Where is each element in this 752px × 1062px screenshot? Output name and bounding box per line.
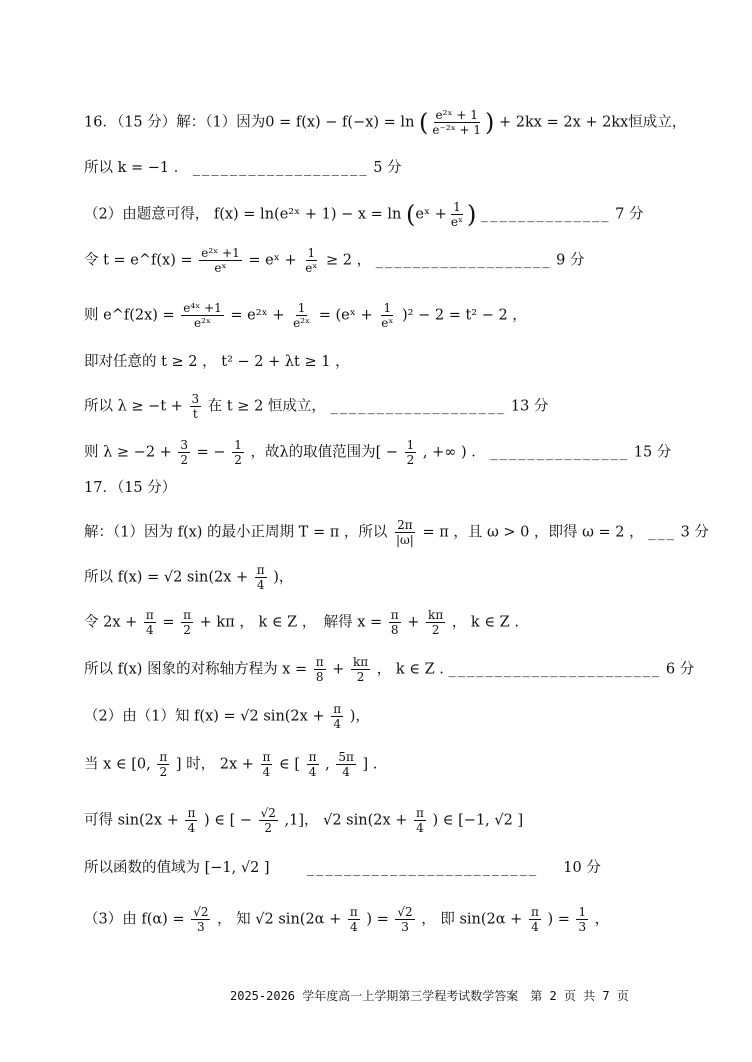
q16-range-line: 则 λ ≥ −2 + $\frac{3}{2}$ = − $\frac{1}{2}$ ，故λ的取值范围为[ − $\frac{1}{2}$ , +∞ ) ． _______________ 15 分 bbox=[84, 438, 672, 467]
score: 10 分 bbox=[563, 860, 601, 876]
q16-t-line: 令 t = e^f(x) = $\frac{\text{e²ˣ +1}}{\text{eˣ}}$ = eˣ + $\frac{1}{\text{eˣ}}$ ≥ 2 ， ___________________ 9 分 bbox=[84, 246, 585, 275]
fraction: $\frac{\pi}{4}$ bbox=[145, 608, 154, 637]
fraction: $\frac{2\pi}{|\omega|}$ bbox=[395, 518, 414, 547]
fraction: $\frac{\pi}{4}$ bbox=[530, 905, 539, 934]
q16-k-line: 所以 k = −1 ． ___________________ 5 分 bbox=[84, 160, 402, 176]
q16-any-t-line: 即对任意的 t ≥ 2 ， t² − 2 + λt ≥ 1 ， bbox=[84, 354, 350, 370]
fraction: $\frac{\pi}{4}$ bbox=[256, 563, 265, 592]
page-footer: 2025-2026 学年度高一上学期第三学程考试数学答案 第 2 页 共 7 页 bbox=[230, 989, 629, 1003]
fraction: $\frac{\pi}{8}$ bbox=[315, 655, 324, 684]
fraction: $\frac{1}{2}$ bbox=[406, 438, 415, 467]
fraction: $\frac{1}{\text{eˣ}}$ bbox=[450, 200, 464, 229]
fraction: $\frac{\pi}{2}$ bbox=[159, 750, 168, 779]
q17-part2-line: （2）由（1）知 f(x) = √2 sin(2x + $\frac{\pi}{4}$ )， bbox=[84, 702, 370, 731]
q17-fx-line: 所以 f(x) = √2 sin(2x + $\frac{\pi}{4}$ )， bbox=[84, 563, 294, 592]
fraction: $\frac{\text{e²ˣ +1}}{\text{eˣ}}$ bbox=[201, 246, 240, 275]
q16-part1-tail: + 2kx = 2x + 2kx恒成立， bbox=[499, 114, 687, 131]
fraction: $\frac{1}{2}$ bbox=[234, 438, 242, 467]
fraction: $\frac{√2}{3}$ bbox=[193, 905, 209, 934]
q16-lambda-line: 所以 λ ≥ −t + $\frac{3}{t}$ 在 t ≥ 2 恒成立， ___________________ 13 分 bbox=[84, 392, 549, 421]
fraction: $\frac{1}{3}$ bbox=[578, 905, 587, 934]
fraction: $\frac{\pi}{4}$ bbox=[308, 750, 317, 779]
q17-let-line: 令 2x + $\frac{\pi}{4}$ = $\frac{\pi}{2}$ + kπ ， k ∈ Z ， 解得 x = $\frac{\pi}{8}$ + $\frac{k\pi}{2}$ ， k ∈ Z . bbox=[84, 608, 519, 637]
q16-e2x-line: 则 e^f(2x) = $\frac{\text{e⁴ˣ +1}}{\text{e²ˣ}}$ = e²ˣ + $\frac{1}{\text{e²ˣ}}$ = (eˣ + $\frac{1}{\text{eˣ}}$ )² − 2 = t² − 2 ， bbox=[84, 301, 527, 330]
fraction: $\frac{1}{\text{e²ˣ}}$ bbox=[293, 301, 311, 330]
score: 3 分 bbox=[680, 524, 709, 541]
fraction: $\frac{√2}{3}$ bbox=[397, 905, 413, 934]
fraction: $\frac{√2}{2}$ bbox=[260, 806, 276, 835]
fraction: $\frac{\pi}{4}$ bbox=[349, 905, 358, 934]
q16-part1-text: 16．（15 分）解：（1）因为0 = f(x) − f(−x) = ln bbox=[84, 114, 415, 131]
fraction: $\frac{k\pi}{2}$ bbox=[353, 655, 369, 684]
q17-part1-line: 解：（1）因为 f(x) 的最小正周期 T = π ，所以 $\frac{2\pi}{|\omega|}$ = π ，且 ω > 0 ，即得 ω = 2 ， ___ 3 分 bbox=[84, 518, 709, 547]
fraction: $\frac{k\pi}{2}$ bbox=[428, 608, 444, 637]
q17-sin-range-line: 可得 sin(2x + $\frac{\pi}{4}$ ) ∈ [ − $\frac{√2}{2}$ ,1]， √2 sin(2x + $\frac{\pi}{4}$ ) ∈ [−1, √2 ] bbox=[84, 806, 524, 835]
q16-part1-line: 16．（15 分）解：（1）因为0 = f(x) − f(−x) = ln ( $\frac{\text{e²ˣ + 1}}{\text{e⁻²ˣ + 1}}$ ) + 2kx = 2x + 2kx恒成立， bbox=[84, 108, 687, 137]
score: 15 分 bbox=[633, 444, 672, 461]
fraction: $\frac{3}{t}$ bbox=[191, 392, 200, 421]
fraction: $\frac{1}{\text{eˣ}}$ bbox=[381, 301, 394, 330]
fraction: $\frac{\pi}{4}$ bbox=[333, 702, 342, 731]
q17-heading: 17．（15 分） bbox=[84, 480, 177, 496]
q16-part2-line: （2）由题意可得， f(x) = ln(e²ˣ + 1) − x = ln (eˣ + $\frac{1}{\text{eˣ}}$ ) ______________ 7 分 bbox=[84, 200, 644, 229]
fraction: $\frac{1}{\text{eˣ}}$ bbox=[305, 246, 318, 275]
fraction: $\frac{3}{2}$ bbox=[180, 438, 189, 467]
fraction: $\frac{\pi}{4}$ bbox=[262, 750, 271, 779]
score: 5 分 bbox=[373, 160, 402, 176]
fraction: $\frac{\pi}{4}$ bbox=[416, 806, 424, 835]
fraction: $\frac{\pi}{4}$ bbox=[187, 806, 196, 835]
score: 9 分 bbox=[556, 252, 585, 269]
q17-value-range-line: 所以函数的值域为 [−1, √2 ] _________________________ 10 分 bbox=[84, 860, 601, 876]
q17-domain-line: 当 x ∈ [0, $\frac{\pi}{2}$ ] 时， 2x + $\frac{\pi}{4}$ ∈ [ $\frac{\pi}{4}$ , $\frac{5\pi}{4}$ ] . bbox=[84, 750, 378, 779]
fraction: $\frac{\pi}{2}$ bbox=[183, 608, 192, 637]
q17-part3-line: （3）由 f(α) = $\frac{√2}{3}$ ， 知 √2 sin(2α + $\frac{\pi}{4}$ ) = $\frac{√2}{3}$ ， 即 sin(2α + $\frac{\pi}{4}$ ) = $\frac{1}{3}$ ， bbox=[84, 905, 610, 934]
fraction: $\frac{5\pi}{4}$ bbox=[338, 750, 354, 779]
score: 13 分 bbox=[510, 398, 549, 415]
score: 6 分 bbox=[665, 661, 695, 678]
fraction: $\frac{\text{e⁴ˣ +1}}{\text{e²ˣ}}$ bbox=[183, 301, 222, 330]
q17-axis-line: 所以 f(x) 图象的对称轴方程为 x = $\frac{\pi}{8}$ + $\frac{k\pi}{2}$ ， k ∈ Z . _______________________ 6 分 bbox=[84, 655, 695, 684]
fraction: $\frac{\pi}{8}$ bbox=[390, 608, 399, 637]
score: 7 分 bbox=[615, 206, 644, 223]
fraction: $\frac{\text{e²ˣ + 1}}{\text{e⁻²ˣ + 1}}$ bbox=[432, 108, 482, 137]
